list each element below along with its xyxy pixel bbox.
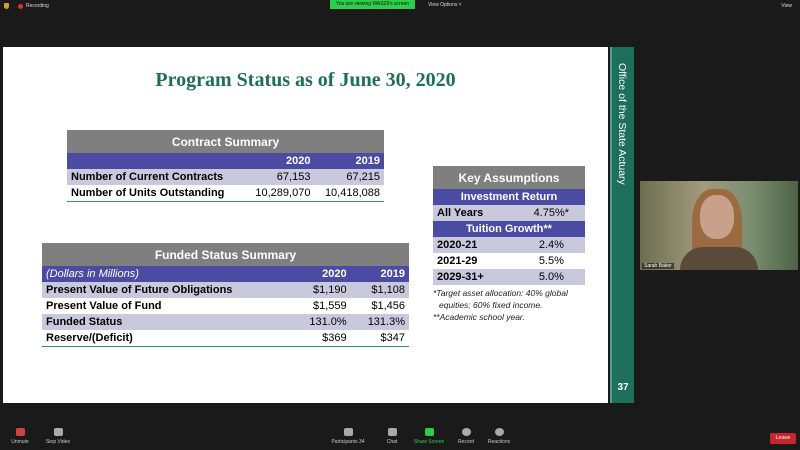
- view-button[interactable]: View: [781, 3, 792, 9]
- video-face: [700, 195, 734, 239]
- col-header: 2019: [314, 153, 384, 169]
- table-cell: Reserve/(Deficit): [42, 330, 292, 346]
- reactions-button[interactable]: [479, 428, 519, 445]
- table-row: [42, 330, 409, 346]
- table-row: [433, 205, 585, 221]
- security-shield-icon[interactable]: [4, 3, 9, 9]
- share-screen-icon: [425, 428, 434, 436]
- shared-slide: [3, 47, 608, 403]
- table-cell: 5.0%: [518, 269, 585, 285]
- reactions-icon: [495, 428, 504, 436]
- office-title: Office of the State Actuary: [616, 63, 628, 185]
- key-assumptions-table: [433, 166, 585, 285]
- participants-button[interactable]: [328, 428, 368, 445]
- table-row: [42, 282, 409, 298]
- page-number: 37: [617, 382, 629, 393]
- participants-count: 34: [358, 439, 365, 445]
- table-cell: 131.3%: [351, 314, 409, 330]
- table-cell: Reactions: [487, 439, 511, 445]
- contract-summary-table: [67, 130, 384, 202]
- funded-status-table: [42, 243, 409, 347]
- table-row: [433, 237, 585, 253]
- table-cell: Record: [457, 439, 475, 445]
- table-cell: $1,456: [351, 298, 409, 314]
- table-cell: 4.75%*: [518, 205, 585, 221]
- recording-indicator[interactable]: [18, 3, 49, 9]
- table-cell: Unmute: [11, 439, 29, 445]
- participant-name: Sarah Baker: [644, 263, 672, 269]
- table-cell: Stop Video: [45, 439, 71, 445]
- participants-icon: [344, 428, 353, 436]
- table-row: [42, 298, 409, 314]
- table-row: [42, 314, 409, 330]
- unmute-button[interactable]: [0, 428, 40, 445]
- table-row: [433, 269, 585, 285]
- table-cell: 67,153: [245, 169, 315, 185]
- footnote: *Target asset allocation: 40% global: [433, 288, 568, 298]
- table-cell: Share Screen: [413, 439, 445, 445]
- table-cell: Present Value of Fund: [42, 298, 292, 314]
- table-cell: 5.5%: [518, 253, 585, 269]
- table-cell: $1,559: [292, 298, 350, 314]
- viewing-banner: You are viewing WAS29's screen: [330, 0, 415, 9]
- microphone-muted-icon: [16, 428, 25, 436]
- meeting-top-bar: [0, 0, 800, 12]
- video-body: [680, 247, 758, 270]
- table-row: [67, 185, 384, 201]
- chat-button[interactable]: [372, 428, 412, 445]
- col-header: 2020: [245, 153, 315, 169]
- table-cell: Number of Units Outstanding: [67, 185, 245, 201]
- record-icon: [462, 428, 471, 436]
- table-cell: Chat: [386, 439, 398, 445]
- video-camera-icon: [54, 428, 63, 436]
- share-screen-button[interactable]: [409, 428, 449, 445]
- recording-label: Recording: [26, 3, 49, 9]
- table-cell: $369: [292, 330, 350, 346]
- table-title: Key Assumptions: [433, 166, 585, 189]
- table-title: Contract Summary: [67, 130, 384, 153]
- table-row: [67, 169, 384, 185]
- leave-button[interactable]: Leave: [770, 433, 796, 444]
- table-cell: 131.0%: [292, 314, 350, 330]
- table-cell: 2020-21: [433, 237, 518, 253]
- table-cell: 2029-31+: [433, 269, 518, 285]
- section-header: Tuition Growth**: [433, 221, 585, 237]
- record-dot-icon: [18, 4, 23, 9]
- view-options-button[interactable]: View Options ˅: [428, 2, 462, 8]
- slide-side-banner: [610, 47, 634, 403]
- table-cell: Funded Status: [42, 314, 292, 330]
- table-cell: $347: [351, 330, 409, 346]
- unit-label: (Dollars in Millions): [42, 266, 292, 282]
- footnotes: [433, 287, 568, 323]
- table-row: [433, 253, 585, 269]
- stop-video-button[interactable]: [38, 428, 78, 445]
- table-cell: Present Value of Future Obligations: [42, 282, 292, 298]
- footnote: **Academic school year.: [433, 312, 525, 322]
- footnote: equities; 60% fixed income.: [439, 300, 543, 310]
- table-cell: $1,108: [351, 282, 409, 298]
- slide-title: Program Status as of June 30, 2020: [155, 69, 456, 91]
- meeting-toolbar: [0, 422, 800, 450]
- table-cell: All Years: [433, 205, 518, 221]
- table-cell: Participants: [331, 439, 358, 445]
- table-cell: 10,418,088: [314, 185, 384, 201]
- table-cell: Number of Current Contracts: [67, 169, 245, 185]
- participant-video[interactable]: [640, 181, 798, 270]
- col-header: 2019: [351, 266, 409, 282]
- col-header: 2020: [292, 266, 350, 282]
- table-cell: 2.4%: [518, 237, 585, 253]
- table-cell: 67,215: [314, 169, 384, 185]
- table-title: Funded Status Summary: [42, 243, 409, 266]
- table-cell: 2021-29: [433, 253, 518, 269]
- table-cell: 10,289,070: [245, 185, 315, 201]
- table-cell: $1,190: [292, 282, 350, 298]
- section-header: Investment Return: [433, 189, 585, 205]
- chat-icon: [388, 428, 397, 436]
